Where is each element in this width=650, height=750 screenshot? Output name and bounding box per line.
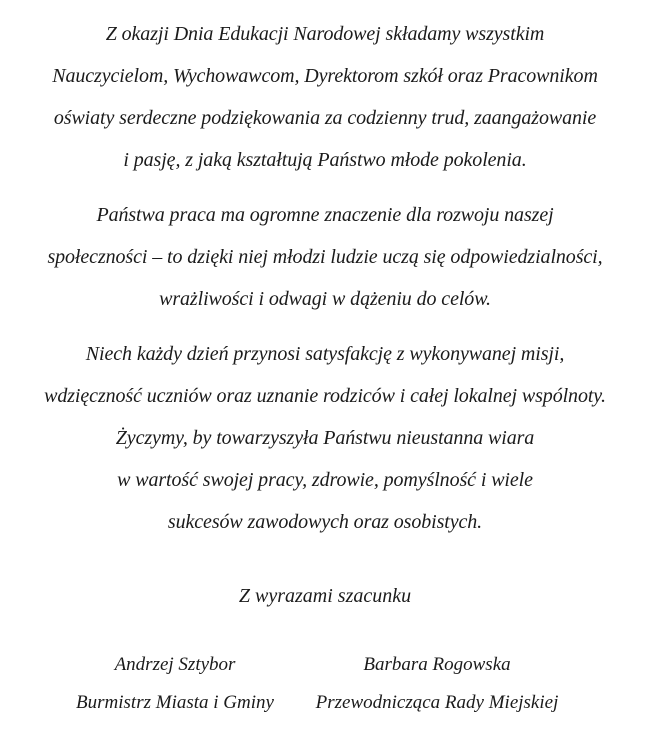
signature-name: Barbara Rogowska — [363, 654, 511, 675]
letter-line: w wartość swojej pracy, zdrowie, pomyślność i wiele — [117, 469, 533, 491]
letter-line: społeczności – to dzięki niej młodzi ludzie uczą się odpowiedzialności, — [47, 246, 603, 268]
signature-title: Przewodnicząca Rady Miejskiej — [315, 692, 559, 713]
signature-block — [316, 653, 559, 715]
letter-line: sukcesów zawodowych oraz osobistych. — [167, 511, 483, 533]
letter-line: oświaty serdeczne podziękowania za codzienny trud, zaangażowanie — [53, 107, 597, 129]
letter-line: Z okazji Dnia Edukacji Narodowej składamy wszystkim — [105, 23, 545, 45]
signature-name: Andrzej Sztybor — [114, 654, 236, 675]
letter-line: Państwa praca ma ogromne znaczenie dla rozwoju naszej — [96, 204, 554, 226]
letter-paragraph — [0, 333, 650, 543]
letter-line: i pasję, z jaką kształtują Państwo młode pokolenia. — [123, 149, 527, 171]
letter-line: wrażliwości i odwagi w dążeniu do celów. — [159, 288, 491, 310]
letter-body — [0, 13, 650, 543]
signature-title: Burmistrz Miasta i Gminy — [76, 692, 274, 713]
letter-line: Życzymy, by towarzyszyła Państwu nieustanna wiara — [115, 427, 535, 449]
signature-block — [76, 653, 274, 715]
letter-line: wdzięczność uczniów oraz uznanie rodziców i całej lokalnej wspólnoty. — [44, 385, 606, 407]
signatures — [0, 653, 650, 743]
letter-line: Niech każdy dzień przynosi satysfakcję z wykonywanej misji, — [85, 343, 565, 365]
letter-line: Nauczycielom, Wychowawcom, Dyrektorom szkół oraz Pracownikom — [52, 65, 598, 87]
letter-paragraph — [0, 13, 650, 181]
letter-paragraph — [0, 194, 650, 320]
letter-closing: Z wyrazami szacunku — [238, 585, 412, 607]
